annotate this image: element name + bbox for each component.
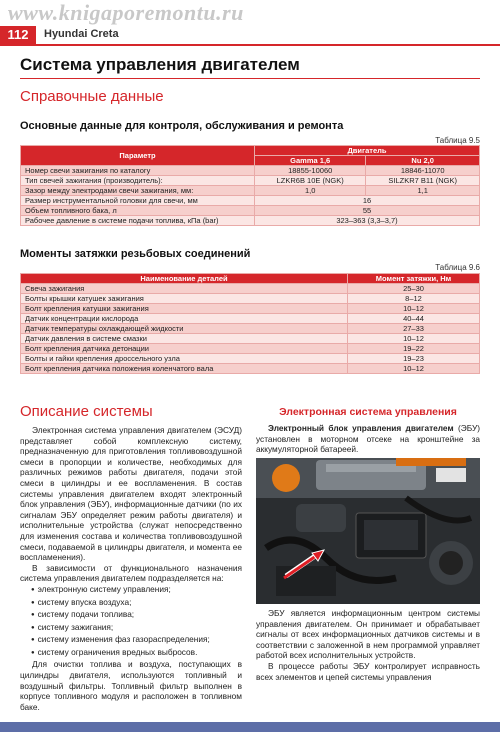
list-item: ● систему изменения фаз газораспределения; bbox=[40, 634, 242, 647]
list-item: ● систему зажигания; bbox=[40, 622, 242, 635]
table-row bbox=[21, 186, 480, 196]
page-footer-bar bbox=[0, 722, 500, 732]
description-column bbox=[20, 425, 242, 712]
torque-cell: 19–22 bbox=[348, 344, 480, 354]
nu-column-header: Nu 2,0 bbox=[366, 156, 480, 166]
table-row bbox=[21, 334, 480, 344]
list-item: ● систему впуска воздуха; bbox=[40, 597, 242, 610]
header-divider bbox=[0, 44, 500, 46]
part-cell: Датчик температуры охлаждающей жидкости bbox=[21, 324, 348, 334]
param-cell: Номер свечи зажигания по каталогу bbox=[21, 166, 255, 176]
table-row bbox=[21, 206, 480, 216]
page-title: Система управления двигателем bbox=[20, 55, 300, 74]
table-row bbox=[21, 294, 480, 304]
description-paragraph: В зависимости от функционального назначения система управления двигателем подразделяется на: bbox=[20, 562, 242, 584]
ecu-paragraph: ЭБУ является информационным центром системы управления двигателем. Он принимает и обрабатывает сигналы от всех информационных датчиков системы и в соответствии с заложенной в нем программой управляет работой всех исполнительных устройств. bbox=[256, 608, 480, 661]
book-title: Hyundai Creta bbox=[44, 28, 119, 40]
table-row bbox=[21, 364, 480, 374]
list-item: ● систему подачи топлива; bbox=[40, 609, 242, 622]
ecu-intro-bold: Электронный блок управления двигателем bbox=[268, 423, 454, 433]
param-cell: Рабочее давление в системе подачи топлива, кПа (bar) bbox=[21, 216, 255, 226]
torque-cell: 25–30 bbox=[348, 284, 480, 294]
gamma-value-cell: 18855-10060 bbox=[255, 166, 366, 176]
torque-cell: 27–33 bbox=[348, 324, 480, 334]
reference-data-heading: Справочные данные bbox=[20, 88, 164, 105]
table-row bbox=[21, 196, 480, 206]
common-value-cell: 16 bbox=[255, 196, 480, 206]
parts-column-header: Наименование деталей bbox=[21, 274, 348, 284]
table-row bbox=[21, 304, 480, 314]
title-divider bbox=[20, 78, 480, 79]
common-value-cell: 323–363 (3,3–3,7) bbox=[255, 216, 480, 226]
part-cell: Свеча зажигания bbox=[21, 284, 348, 294]
table-9-5-caption: Таблица 9.5 bbox=[435, 136, 480, 145]
torque-cell: 10–12 bbox=[348, 364, 480, 374]
ecu-text bbox=[256, 608, 480, 682]
table-row bbox=[21, 216, 480, 226]
part-cell: Датчик давления в системе смазки bbox=[21, 334, 348, 344]
ecu-section-heading: Электронная система управления bbox=[279, 406, 457, 418]
part-cell: Болты крышки катушек зажигания bbox=[21, 294, 348, 304]
table-row bbox=[21, 166, 480, 176]
description-paragraph: Электронная система управления двигателем (ЭСУД) представляет собой комплексную систему, предназначенную для приготовления топливовоздушной смеси в пропорции и количестве, необходимых для различных режимов работы двигателя, подачи этой смеси в цилиндры и ее воспламенения. В состав системы управления двигателем входят электронный блок управления (ЭБУ), информационные датчики (по их сигналам ЭБУ определяет режим работы двигателя) и исполнительные устройства (служат непосредственно для изменения состава и количества топливовоздушной смеси, подаваемой в цилиндры двигателя, и момента ее воспламенения). bbox=[20, 425, 242, 563]
site-watermark: www.knigaporemontu.ru bbox=[8, 0, 244, 25]
ecu-paragraph: В процессе работы ЭБУ контролирует исправность всех элементов и цепей системы управления bbox=[256, 660, 480, 682]
nu-value-cell: 1,1 bbox=[366, 186, 480, 196]
torque-cell: 19–23 bbox=[348, 354, 480, 364]
table-row bbox=[21, 344, 480, 354]
nu-value-cell: 18846-11070 bbox=[366, 166, 480, 176]
param-cell: Тип свечей зажигания (производитель): bbox=[21, 176, 255, 186]
torque-cell: 8–12 bbox=[348, 294, 480, 304]
specs-table bbox=[20, 145, 480, 226]
torque-column-header: Момент затяжки, Нм bbox=[348, 274, 480, 284]
table-9-6-heading: Моменты затяжки резьбовых соединений bbox=[20, 248, 251, 260]
table-row bbox=[21, 284, 480, 294]
table-9-6-caption: Таблица 9.6 bbox=[435, 263, 480, 272]
subsystem-list bbox=[20, 584, 242, 660]
part-cell: Датчик концентрации кислорода bbox=[21, 314, 348, 324]
ecu-intro bbox=[256, 423, 480, 455]
table-9-5-heading: Основные данные для контроля, обслуживания и ремонта bbox=[20, 120, 344, 132]
table-row bbox=[21, 176, 480, 186]
ecu-intro-text: (ЭБУ) установлен в моторном отсеке на кронштейне за аккумуляторной батареей. bbox=[256, 423, 480, 455]
torque-cell: 40–44 bbox=[348, 314, 480, 324]
part-cell: Болт крепления датчика детонации bbox=[21, 344, 348, 354]
engine-column-header: Двигатель bbox=[255, 146, 480, 156]
list-item: ● систему ограничения вредных выбросов. bbox=[40, 647, 242, 660]
page-number: 112 bbox=[0, 26, 36, 44]
common-value-cell: 55 bbox=[255, 206, 480, 216]
param-cell: Размер инструментальной головки для свечи, мм bbox=[21, 196, 255, 206]
engine-bay-photo bbox=[256, 458, 480, 604]
list-item: ● электронную систему управления; bbox=[40, 584, 242, 597]
torque-cell: 10–12 bbox=[348, 334, 480, 344]
nu-value-cell: SILZKR7 B11 (NGK) bbox=[366, 176, 480, 186]
gamma-column-header: Gamma 1,6 bbox=[255, 156, 366, 166]
page-header bbox=[0, 0, 500, 44]
table-row bbox=[21, 314, 480, 324]
system-description-heading: Описание системы bbox=[20, 403, 153, 420]
part-cell: Болты и гайки крепления дроссельного узла bbox=[21, 354, 348, 364]
param-cell: Объем топливного бака, л bbox=[21, 206, 255, 216]
param-column-header: Параметр bbox=[21, 146, 255, 166]
part-cell: Болт крепления датчика положения коленчатого вала bbox=[21, 364, 348, 374]
gamma-value-cell: LZKR6B 10E (NGK) bbox=[255, 176, 366, 186]
gamma-value-cell: 1,0 bbox=[255, 186, 366, 196]
param-cell: Зазор между электродами свечи зажигания, мм: bbox=[21, 186, 255, 196]
torque-table bbox=[20, 273, 480, 374]
part-cell: Болт крепления катушки зажигания bbox=[21, 304, 348, 314]
torque-cell: 10–12 bbox=[348, 304, 480, 314]
table-row bbox=[21, 354, 480, 364]
table-row bbox=[21, 324, 480, 334]
description-paragraph: Для очистки топлива и воздуха, поступающих в цилиндры двигателя, используются топливный и воздушный фильтры. Топливный фильтр выполнен в корпусе топливного модуля и расположен в топливном баке. bbox=[20, 659, 242, 712]
